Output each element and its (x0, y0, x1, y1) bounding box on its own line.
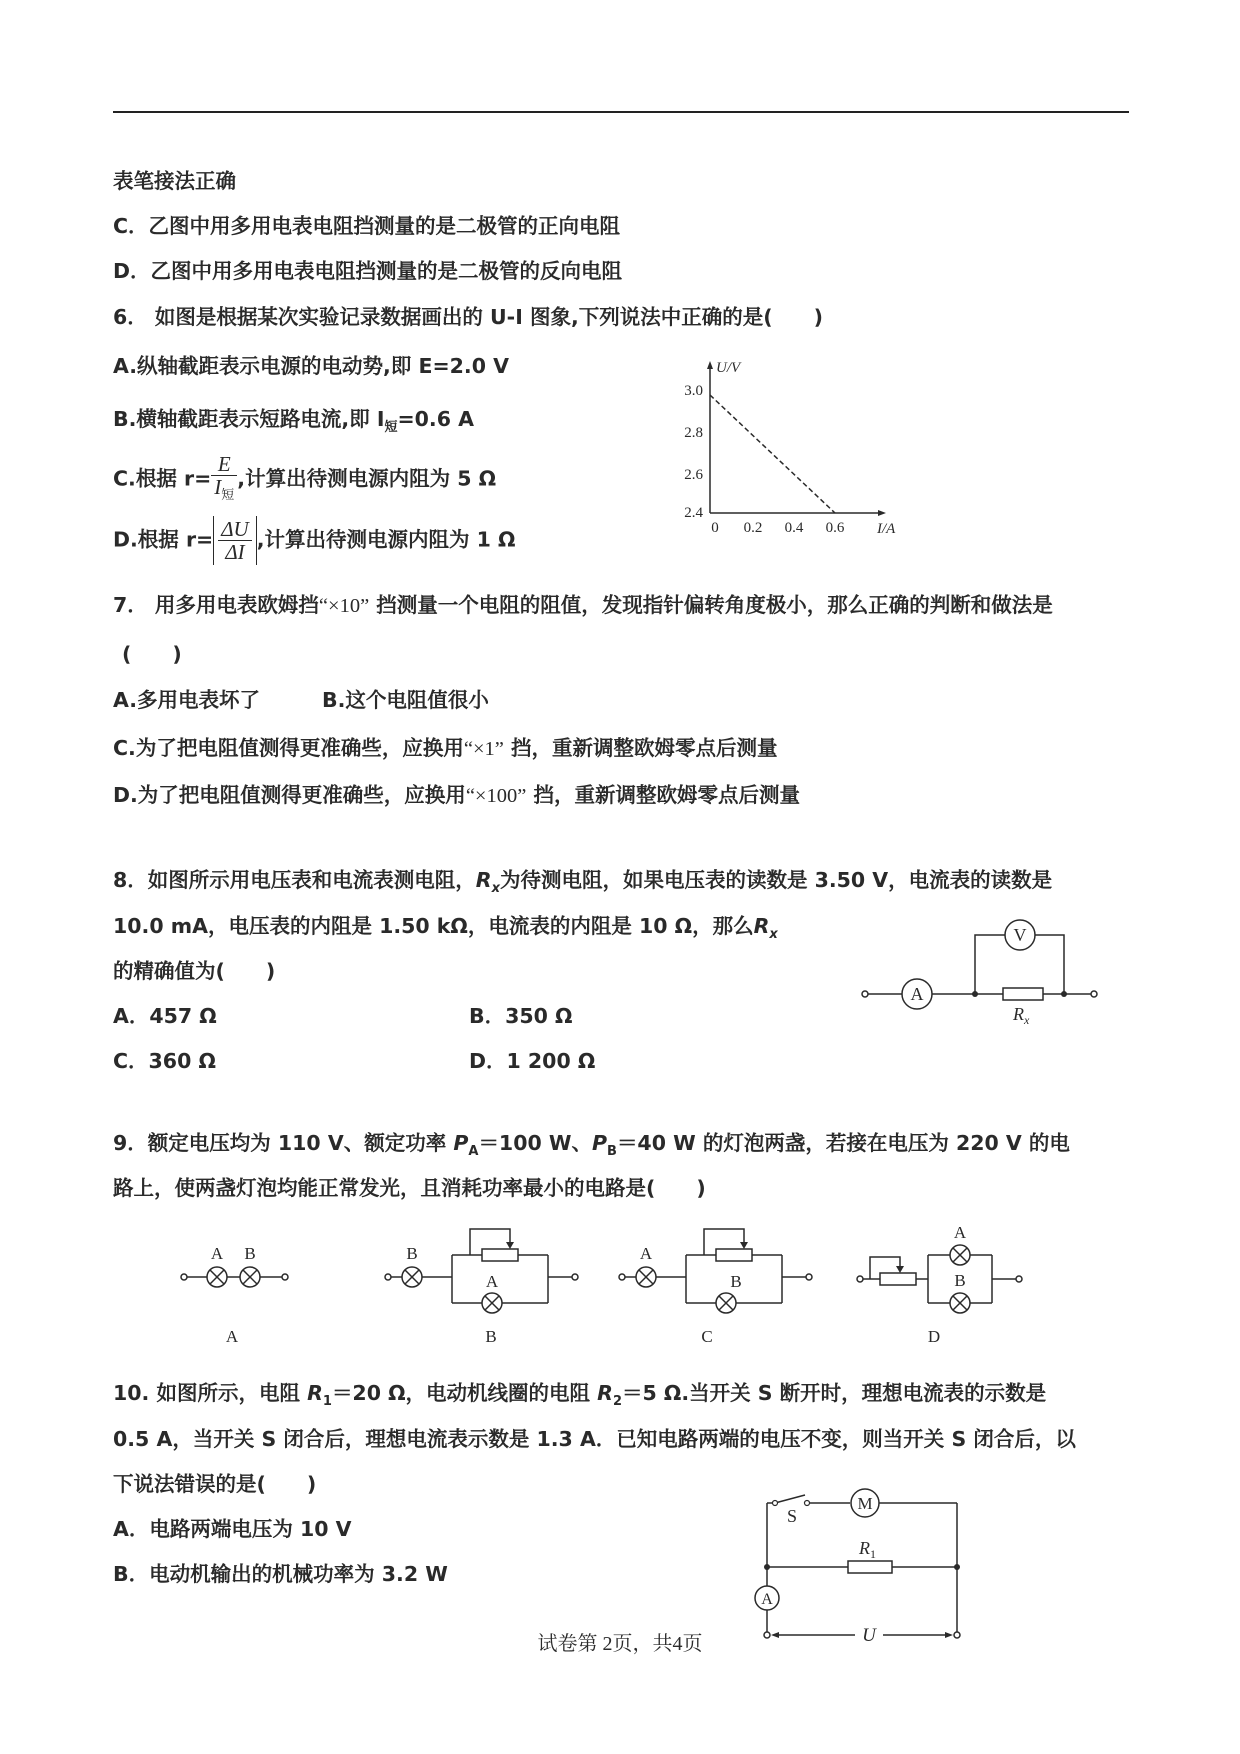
q7-c-rest: 挡，重新调整欧姆零点后测量 (503, 736, 778, 760)
q7-answer-paren: ( ) (122, 642, 182, 666)
q9-pb: P (591, 1131, 608, 1155)
voltmeter-label: V (1013, 925, 1027, 945)
q6-c-fraction (211, 453, 237, 506)
q7-stem-text: 7． 用多用电表欧姆挡 (113, 593, 319, 617)
x-axis-label: I/A (877, 521, 896, 537)
q9-b-slider-arrow (506, 1242, 514, 1249)
q8-option-d: D．1 200 Ω (469, 1049, 596, 1073)
q7-option-a: A.多用电表坏了 (113, 688, 261, 712)
junction-dot (954, 1564, 960, 1570)
q6-b-text: B.横轴截距表示短路电流,即 I (113, 407, 385, 431)
q9-d-lamp-b-icon (950, 1293, 970, 1313)
q6-d-numerator: ΔU (218, 518, 252, 541)
q5-option-d: D．乙图中用多用电表电阻挡测量的是二极管的反向电阻 (113, 259, 623, 283)
q10-r1: R (307, 1381, 323, 1405)
q6-option-d (113, 516, 516, 565)
switch-label: S (787, 1506, 798, 1526)
q5-continuation: 表笔接法正确 (113, 169, 236, 193)
wire (1035, 935, 1064, 994)
q6-option-a: A.纵轴截距表示电源的电动势,即 E=2.0 V (113, 354, 509, 378)
q7-stem-x10: “×10” (318, 595, 370, 617)
q8-l1-rx: R (475, 868, 492, 892)
q10-r1-sub: 1 (322, 1394, 332, 1410)
q10-l1-rest: ＝5 Ω.当开关 S 断开时，理想电流表的示数是 (622, 1381, 1047, 1405)
q7-stem (113, 588, 1053, 618)
q8-line-3: 的精确值为( ) (113, 959, 276, 983)
q8-l1-rx-sub: x (491, 881, 500, 897)
q6-d-text: D.根据 r= (113, 527, 214, 552)
q8-l2-text: 10.0 mA，电压表的内阻是 1.50 kΩ，电流表的内阻是 10 Ω，那么 (113, 914, 754, 938)
q6-b-sub: 短 (384, 420, 398, 436)
switch-contact (773, 1501, 778, 1506)
x-axis-arrow (878, 510, 886, 516)
q10-l1-mid: ＝20 Ω，电动机线圈的电阻 (331, 1381, 598, 1405)
q10-line-1 (113, 1376, 1046, 1409)
q6-c-den-symbol: I (214, 475, 222, 499)
q7-option-b: B.这个电阻值很小 (322, 688, 489, 712)
q7-c-x1: “×1” (463, 738, 504, 760)
q9-pa-sub: A (468, 1144, 479, 1160)
q6-ui-graph (670, 355, 910, 540)
q9-l1-mid: ＝100 W、 (478, 1131, 592, 1155)
switch-contact (805, 1501, 810, 1506)
q9-circuit-c (619, 1229, 812, 1346)
x-tick-0-6: 0.6 (825, 520, 845, 536)
q8-option-b: B．350 Ω (469, 1004, 573, 1028)
q9-d-lamp-a-icon (950, 1245, 970, 1265)
r1-symbol: R (859, 1538, 870, 1558)
q9-c-lamp-a-label: A (639, 1244, 653, 1263)
voltage-u-label: U (862, 1625, 876, 1646)
junction-dot (972, 991, 978, 997)
q8-l1-text: 8．如图所示用电压表和电流表测电阻， (113, 868, 476, 892)
resistor-r1 (848, 1561, 892, 1573)
resistor-rx (1003, 988, 1043, 1000)
q6-c-denominator (211, 476, 237, 506)
q8-circuit (855, 910, 1105, 1030)
rx-symbol: R (1013, 1004, 1024, 1024)
q8-option-c: C．360 Ω (113, 1049, 216, 1073)
page-footer: 试卷第 2页，共4页 (537, 1633, 703, 1655)
q10-option-a: A．电路两端电压为 10 V (113, 1517, 352, 1541)
q6-b-value: =0.6 A (397, 407, 474, 431)
q9-c-lamp-b-label: B (730, 1272, 742, 1291)
q9-b-lamp-a-label: A (485, 1272, 499, 1291)
q6-stem: 6． 如图是根据某次实验记录数据画出的 U-I 图象,下列说法中正确的是( ) (113, 305, 823, 329)
q7-d-text: D.为了把电阻值测得更准确些，应换用 (113, 783, 466, 807)
q9-a-lamp-b-label: B (244, 1244, 256, 1263)
x-tick-0-2: 0.2 (743, 520, 763, 536)
q7-stem-rest: 挡测量一个电阻的阻值，发现指针偏转角度极小，那么正确的判断和做法是 (369, 593, 1053, 617)
q10-circuit (745, 1480, 975, 1650)
q7-option-d (113, 778, 800, 808)
q9-figure-label-d: D (927, 1327, 941, 1346)
ammeter-label: A (761, 1591, 773, 1608)
q9-b-lamp-b-label: B (406, 1244, 418, 1263)
y-axis-label: U/V (716, 360, 741, 376)
q7-option-c (113, 731, 778, 761)
r1-sub: 1 (870, 1547, 876, 1561)
x-tick-0-4: 0.4 (784, 520, 804, 536)
junction-dot (1061, 991, 1067, 997)
q9-c-slider-arrow (740, 1242, 748, 1249)
q10-line-3: 下说法错误的是( ) (113, 1472, 317, 1496)
q6-option-b (113, 402, 474, 435)
q6-c-text: C.根据 r= (113, 466, 212, 491)
q9-figure-label-b: B (485, 1327, 497, 1346)
terminal-right (1091, 991, 1097, 997)
ammeter-label: A (910, 984, 924, 1004)
q10-r2-sub: 2 (612, 1394, 623, 1410)
q9-circuits (170, 1215, 1070, 1345)
q9-c-lamp-a-icon (636, 1267, 656, 1287)
q10-l1-text: 10. 如图所示，电阻 (113, 1381, 308, 1405)
q8-l2-rx: R (753, 914, 770, 938)
q8-line-2 (113, 909, 778, 942)
q9-d-lamp-b-label: B (954, 1271, 966, 1290)
q8-line-1 (113, 863, 1052, 896)
q9-line-2: 路上，使两盏灯泡均能正常发光，且消耗功率最小的电路是( ) (113, 1176, 706, 1200)
ui-data-line (710, 395, 835, 513)
header-rule (113, 111, 1129, 113)
q6-d-fraction (218, 518, 252, 563)
q8-option-a: A．457 Ω (113, 1004, 217, 1028)
q9-b-lamp-a-icon (482, 1293, 502, 1313)
x-tick-0: 0 (711, 520, 719, 536)
q9-a-lamp-a-icon (207, 1267, 227, 1287)
q5-option-c: C．乙图中用多用电表电阻挡测量的是二极管的正向电阻 (113, 214, 621, 238)
q9-a-lamp-b-icon (240, 1267, 260, 1287)
q9-pa: P (453, 1131, 469, 1155)
q6-c-result: ,计算出待测电源内阻为 5 Ω (237, 466, 497, 491)
q9-line-1 (113, 1126, 1070, 1159)
q7-d-x100: “×100” (465, 785, 527, 807)
q9-figure-label-a: A (225, 1327, 239, 1346)
q6-c-den-sub: 短 (221, 487, 235, 503)
q6-d-result: ,计算出待测电源内阻为 1 Ω (256, 527, 516, 552)
q6-option-c (113, 453, 496, 506)
q10-r2: R (597, 1381, 613, 1405)
rx-sub: x (1024, 1013, 1030, 1027)
q10-line-2: 0.5 A，当开关 S 闭合后，理想电流表示数是 1.3 A．已知电路两端的电压不变，则当开关 S 闭合后，以 (113, 1427, 1076, 1451)
motor-label: M (857, 1494, 873, 1513)
y-tick-2-8: 2.8 (684, 425, 703, 441)
y-tick-2-4: 2.4 (684, 505, 703, 521)
q8-l2-rx-sub: x (769, 927, 778, 943)
q9-d-lamp-a-label: A (953, 1223, 967, 1242)
y-tick-2-6: 2.6 (684, 467, 703, 483)
q6-c-numerator: E (211, 453, 237, 476)
q9-d-slider-arrow (896, 1266, 904, 1273)
q9-c-lamp-b-icon (716, 1293, 736, 1313)
q9-circuit-a (181, 1244, 288, 1346)
y-tick-3-0: 3.0 (684, 383, 703, 399)
q7-d-rest: 挡，重新调整欧姆零点后测量 (526, 783, 800, 807)
q9-circuit-d (857, 1223, 1022, 1346)
q9-b-lamp-b-icon (402, 1267, 422, 1287)
q9-pb-sub: B (607, 1144, 617, 1160)
rx-label (1012, 1004, 1030, 1027)
terminal-left (862, 991, 868, 997)
q9-l1-rest: ＝40 W 的灯泡两盏，若接在电压为 220 V 的电 (616, 1131, 1070, 1155)
junction-dot (764, 1564, 770, 1570)
q8-l1-rest: 为待测电阻，如果电压表的读数是 3.50 V，电流表的读数是 (499, 868, 1053, 892)
q9-figure-label-c: C (701, 1327, 713, 1346)
q10-option-b: B．电动机输出的机械功率为 3.2 W (113, 1562, 448, 1586)
q9-circuit-b (385, 1229, 578, 1346)
q6-d-denominator: ΔI (225, 540, 245, 564)
q7-c-text: C.为了把电阻值测得更准确些，应换用 (113, 736, 464, 760)
r1-label (858, 1538, 876, 1561)
switch-blade (775, 1495, 805, 1503)
q6-d-abs (213, 516, 257, 565)
q9-a-lamp-a-label: A (210, 1244, 224, 1263)
y-axis-arrow (707, 361, 713, 369)
q9-l1-text: 9．额定电压均为 110 V、额定功率 (113, 1131, 454, 1155)
wire (975, 935, 1005, 994)
